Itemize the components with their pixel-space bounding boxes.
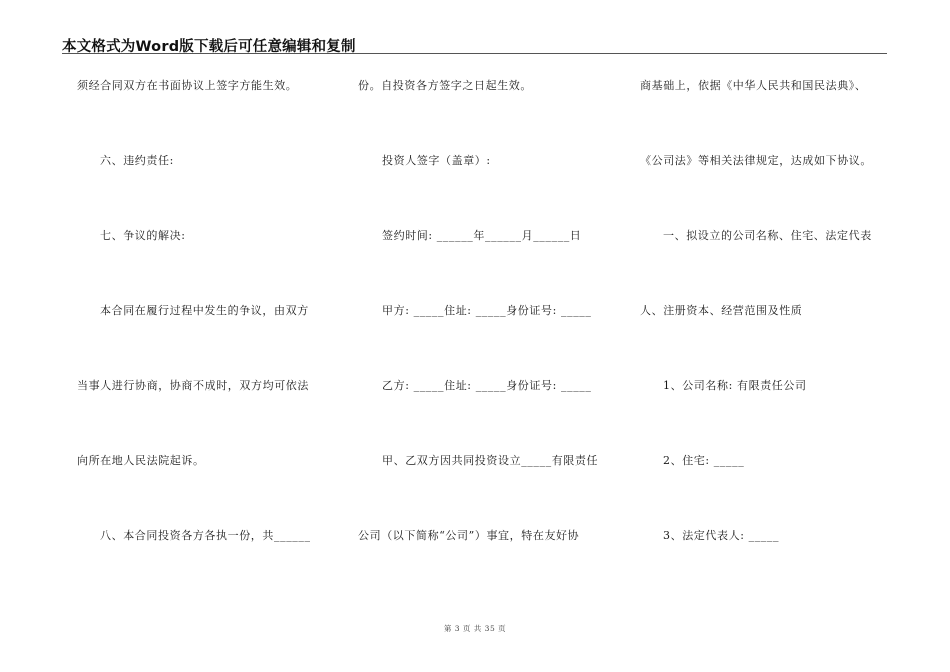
- text-line: 当事人进行协商，协商不成时，双方均可依法: [77, 379, 309, 392]
- text-line: 向所在地人民法院起诉。: [77, 454, 205, 467]
- text-line: 本合同在履行过程中发生的争议，由双方: [100, 304, 309, 317]
- text-line: 乙方: _____住址: _____身份证号: _____: [382, 379, 592, 392]
- text-line: 甲、乙双方因共同投资设立_____有限责任: [382, 454, 599, 467]
- text-line: 人、注册资本、经营范围及性质: [640, 304, 803, 317]
- text-line: 公司（以下简称“公司”）事宜，特在友好协: [358, 529, 580, 542]
- text-line: 八、本合同投资各方各执一份，共______: [100, 529, 311, 542]
- text-line: 2、住宅: _____: [663, 454, 745, 467]
- text-line: 七、争议的解决:: [100, 229, 186, 242]
- text-line: 六、违约责任:: [100, 154, 174, 167]
- text-line: 投资人签字（盖章）:: [382, 154, 491, 167]
- page-header-title: 本文格式为Word版下载后可任意编辑和复制: [62, 39, 356, 55]
- text-line: 一、拟设立的公司名称、住宅、法定代表: [663, 229, 872, 242]
- text-line: 须经合同双方在书面协议上签字方能生效。: [77, 79, 298, 92]
- text-line: 签约时间: ______年______月______日: [382, 229, 582, 242]
- text-line: 3、法定代表人: _____: [663, 529, 780, 542]
- text-line: 商基础上，依据《中华人民共和国民法典》、: [640, 79, 867, 92]
- text-line: 份。自投资各方签字之日起生效。: [358, 79, 532, 92]
- text-line: 甲方: _____住址: _____身份证号: _____: [382, 304, 592, 317]
- text-line: 《公司法》等相关法律规定，达成如下协议。: [640, 154, 872, 167]
- page-number-footer: 第 3 页 共 35 页: [443, 624, 507, 633]
- header-divider: [62, 53, 887, 54]
- text-line: 1、公司名称: 有限责任公司: [663, 379, 807, 392]
